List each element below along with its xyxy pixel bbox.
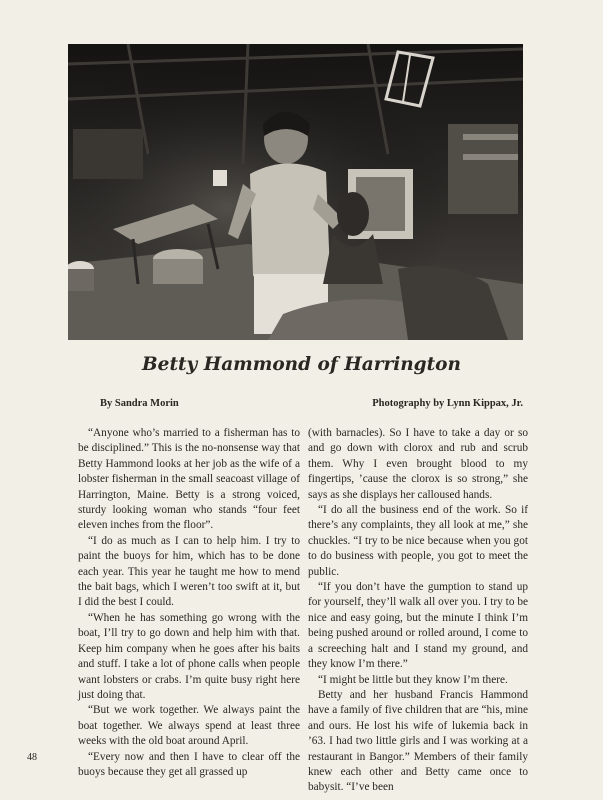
paragraph: “If you don’t have the gumption to stand up for yourself, they’ll walk all over you. I try to be nice and easy going, but the minute I think I’m being pushed around or rolled around, I come to a screeching halt and I stand my ground, and they know I’m there.” — [308, 581, 528, 671]
article-photo — [68, 44, 523, 340]
paragraph: “Every now and then I have to clear off the buoys because they get all grassed up — [78, 750, 300, 778]
photographer-credit: Photography by Lynn Kippax, Jr. — [372, 398, 523, 409]
paragraph: “Anyone who’s married to a fisherman has to be disciplined.” This is the no-nonsense way that Betty Hammond looks at her job as the wife of a lobster fisherman in the small seacoast village of Harrington, Maine. Betty is a strong voiced, sturdy looking woman who stands “four feet eleven inches from the floor”. — [78, 427, 300, 532]
author-byline: By Sandra Morin — [100, 398, 179, 409]
paragraph: “When he has something go wrong with the boat, I’ll try to go down and help him with that. Keep him company when he goes after his baits and stuff. I take a lot of phone calls when people want lobsters or crabs. I’m quite busy right here just doing that. — [78, 611, 300, 701]
body-column-left — [78, 426, 300, 780]
paragraph: (with barnacles). So I have to take a day or so and go down with clorox and rub and scrub them. Why I even brought blood to my fingertips, ’cause the clorox is so strong,” she says as she displays her calloused hands. — [308, 427, 528, 501]
article-title: Betty Hammond of Harrington — [142, 354, 461, 375]
paragraph: “I do as much as I can to help him. I try to paint the buoys for him, which has to be done each year. This year he taught me how to mend the bait bags, which I weren’t too swift at it, but I did the best I could. — [78, 534, 300, 609]
paragraph: Betty and her husband Francis Hammond have a family of five children that are “his, mine and ours. He lost his wife of lukemia back in ’63. I had two little girls and I was working at a restaurant in Bangor.” Members of their family knew each other and Betty came once to babysit. “I’ve been — [308, 688, 528, 794]
photo-icon — [68, 44, 523, 340]
paragraph: “I might be little but they know I’m there. — [318, 673, 508, 686]
body-column-right — [308, 426, 528, 796]
paragraph: “But we work together. We always paint the boat together. We always spend at least three weeks with the old boat around April. — [78, 704, 300, 748]
paragraph: “I do all the business end of the work. So if there’s any complaints, they all look at me,” she chuckles. “I try to be nice because when you got to do business with people, you got to meet the public. — [308, 504, 528, 578]
page-number: 48 — [27, 752, 37, 763]
